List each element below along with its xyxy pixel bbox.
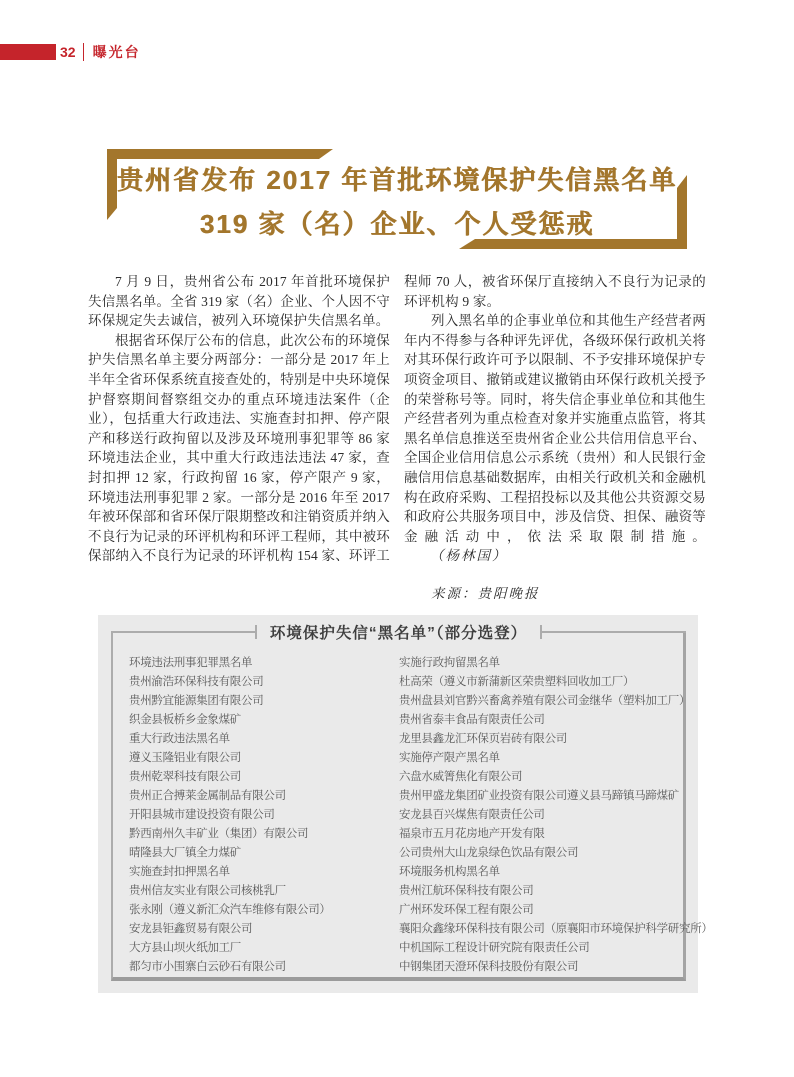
blacklist-columns [129, 654, 713, 977]
list-item: 晴隆县大厂镇全力煤矿 [129, 847, 241, 859]
article-paragraph-3 [404, 311, 706, 566]
headline-line-1: 贵州省发布 2017 年首批环境保护失信黑名单 [116, 164, 678, 195]
article-paragraph-2: 根据省环保厅公布的信息，此次公布的环境保护失信黑名单主要分两部分：一部分是 2017 年上半年全省环保系统直接查处的，特别是中央环境保护督察期间督察组交办的重点环境违法案件（企业），包括重大行政违法、实施查封扣押、停产限产和移送行政拘留以及涉及环境刑事犯罪等 86 家环境违法企业，其中重大行政违法违法 47 家，查封扣押 12 家，行政拘留 16 家，停产限产 9 家，环境违法刑事犯罪 2 家。一部分是 2016 年至 2017 年被环保部和省环保厅限期整改和注销资质并纳入不良行为记录的环评机构和环评工程师，其中被环保部纳入不良行为记录的环评机构 154 家、环评工程师 70 人，被省环保厅直接纳入不良行为记录的环评机构 9 家。 [88, 274, 706, 564]
panel-frame-top [111, 621, 686, 643]
list-item: 中钢集团天澄环保科技股份有限公司 [399, 961, 579, 973]
article-body [88, 272, 706, 604]
panel-title: 环境保护失信“黑名单”（部分选登） [269, 625, 528, 642]
blacklist-column-left [129, 654, 399, 977]
frame-top-line-left [111, 631, 255, 633]
article-paragraph-1: 7 月 9 日，贵州省公布 2017 年首批环境保护失信黑名单。全省 319 家（名）企业、个人因不守环保规定失去诚信，被列入环境保护失信黑名单。 [88, 274, 390, 329]
list-item: 环境违法刑事犯罪黑名单 [129, 657, 253, 669]
list-item: 黔西南州久丰矿业（集团）有限公司 [129, 828, 309, 840]
list-item: 贵州信友实业有限公司核桃乳厂 [129, 885, 286, 897]
list-item: 公司贵州大山龙泉绿色饮品有限公司 [399, 847, 579, 859]
list-item: 安龙县钜鑫贸易有限公司 [129, 923, 253, 935]
headline-line-2: 319 家（名）企业、个人受惩戒 [199, 208, 595, 239]
frame-top-line-right [542, 631, 686, 633]
list-item: 襄阳众鑫缘环保科技有限公司（原襄阳市环境保护科学研究所） [399, 923, 713, 935]
page-header [0, 42, 141, 62]
list-item: 贵州渝浩环保科技有限公司 [129, 676, 264, 688]
headline-block [97, 146, 697, 252]
list-item: 贵州江航环保科技有限公司 [399, 885, 534, 897]
list-item: 张永刚（遵义新汇众汽车维修有限公司） [129, 904, 331, 916]
list-item: 都匀市小围寨白云砂石有限公司 [129, 961, 286, 973]
red-accent-bar [0, 44, 56, 60]
list-item: 实施查封扣押黑名单 [129, 866, 230, 878]
list-item: 环境服务机构黑名单 [399, 866, 500, 878]
list-item: 贵州黔宜能源集团有限公司 [129, 695, 264, 707]
source-line: 来源：贵阳晚报 [431, 585, 540, 601]
list-item: 织金县板桥乡金象煤矿 [129, 714, 241, 726]
list-item: 六盘水威箐焦化有限公司 [399, 771, 523, 783]
list-item: 实施停产限产黑名单 [399, 752, 500, 764]
list-item: 龙里县鑫龙汇环保页岩砖有限公司 [399, 733, 567, 745]
list-item: 安龙县百兴煤焦有限责任公司 [399, 809, 545, 821]
list-item: 开阳县城市建设投资有限公司 [129, 809, 275, 821]
list-item: 贵州省泰丰食品有限责任公司 [399, 714, 545, 726]
list-item: 福泉市五月花房地产开发有限 [399, 828, 545, 840]
list-item: 贵州乾翠科技有限公司 [129, 771, 241, 783]
page-number: 32 [60, 44, 76, 60]
list-item: 贵州盘县刘官黔兴畜禽养殖有限公司金继华（塑料加工厂） [399, 695, 691, 707]
list-item: 实施行政拘留黑名单 [399, 657, 500, 669]
blacklist-column-right [399, 654, 713, 977]
list-item: 遵义玉隆铝业有限公司 [129, 752, 241, 764]
blacklist-panel [98, 615, 713, 993]
article-paragraph-3-text: 列入黑名单的企事业单位和其他生产经营者两年内不得参与各种评先评优，各级环保行政机关将对其环保行政许可予以限制、不予安排环境保护专项资金项目、撤销或建议撤销由环保行政机关授予的荣誉称号等。同时，将失信企事业单位和其他生产经营者列为重点检查对象并实施重点监管，将其黑名单信息推送至贵州省企业公共信用信息平台、全国企业信用信息公示系统（贵州）和人民银行金融信用信息基础数据库，由相关行政机关和金融机构在政府采购、工程招投标以及其他公共资源交易和政府公共服务项目中，涉及信贷、担保、融资等金融活动中，依法采取限制措施。 [404, 313, 706, 544]
list-item: 大方县山坝火纸加工厂 [129, 942, 241, 954]
list-item: 广州环发环保工程有限公司 [399, 904, 534, 916]
list-item: 中机国际工程设计研究院有限责任公司 [399, 942, 590, 954]
list-item: 贵州正合搏莱金属制品有限公司 [129, 790, 286, 802]
list-item: 杜高荣（遵义市新蒲新区荣贵塑料回收加工厂） [399, 676, 635, 688]
header-divider [83, 43, 84, 61]
author-credit: （杨林国） [430, 548, 508, 564]
section-name: 曝光台 [92, 44, 141, 60]
list-item: 贵州甲盛龙集团矿业投资有限公司遵义县马蹄镇马蹄煤矿 [399, 790, 679, 802]
list-item: 重大行政违法黑名单 [129, 733, 230, 745]
